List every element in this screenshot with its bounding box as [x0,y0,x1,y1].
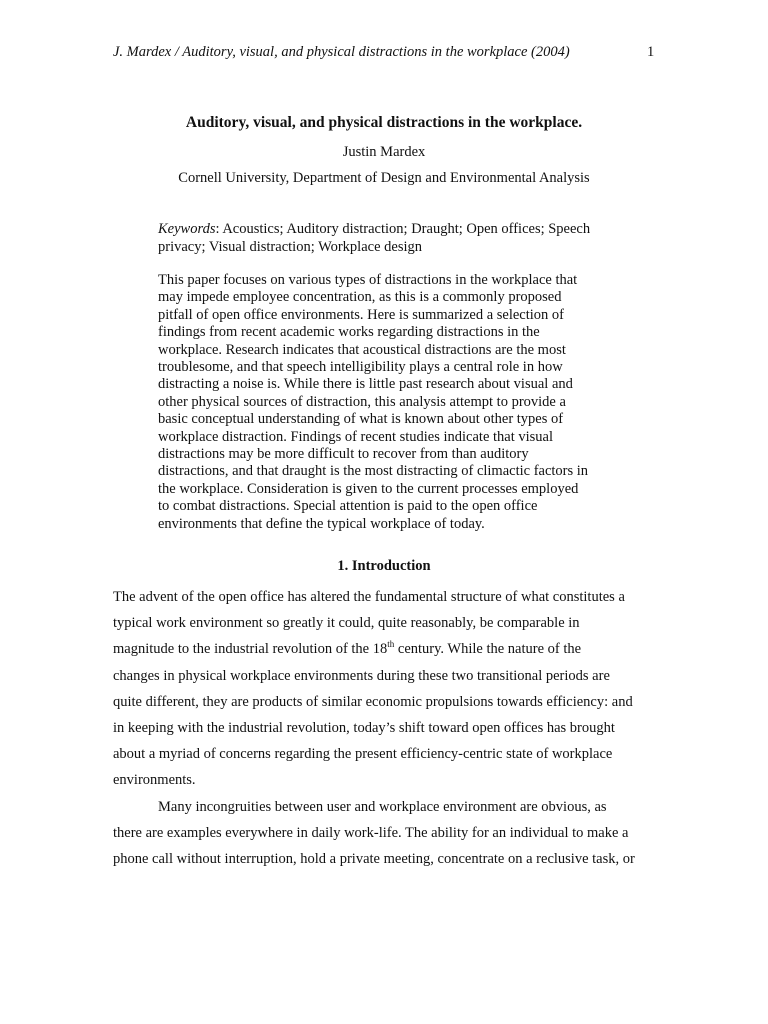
abstract-line: This paper focuses on various types of distractions in the workplace that [158,272,578,288]
abstract-line: the workplace. Consideration is given to the current processes employed [158,480,579,497]
author-affiliation: Cornell University, Department of Design and Environmental Analysis [178,170,590,186]
author-name: Justin Mardex [342,144,426,160]
body-line: there are examples everywhere in daily work-life. The ability for an individual to make a [113,824,629,841]
body-line-text: century. While the nature of the [394,641,582,658]
abstract-line: findings from recent academic works regarding distractions in the [158,324,540,341]
keywords-paragraph [158,221,618,256]
abstract-line: distractions, and that draught is the most distracting of climactic factors in [158,463,589,480]
body-line-text: magnitude to the industrial revolution of the 18 [113,641,388,658]
abstract-line: troublesome, and that speech intelligibility plays a central role in how [158,359,563,376]
body-line: phone call without interruption, hold a private meeting, concentrate on a reclusive task, or [113,851,635,868]
abstract-line: pitfall of open office environments. Here is summarized a selection of [158,306,564,323]
abstract-line: other physical sources of distraction, this analysis attempt to provide a [158,393,566,410]
keywords-label: Keywords [158,221,216,237]
keywords-text: : Acoustics; Auditory distraction; Draught; Open offices; Speech privacy; Visual distraction; Workplace design [158,221,591,255]
abstract-line: distracting a noise is. While there is little past research about visual and [158,376,573,393]
paper-title: Auditory, visual, and physical distractions in the workplace. [185,114,583,131]
body-line: Many incongruities between user and workplace environment are obvious, as [158,798,607,815]
abstract-line: may impede employee concentration, as this is a commonly proposed [158,289,562,306]
page-number: 1 [647,44,655,60]
abstract-line: basic conceptual understanding of what is known about other types of [158,411,564,428]
section-heading-introduction: 1. Introduction [337,558,431,574]
body-line: quite different, they are products of similar economic propulsions towards efficiency: and [113,693,633,710]
body-line: The advent of the open office has altered the fundamental structure of what constitutes a [113,589,625,605]
introduction-body [113,584,658,872]
abstract-line: environments that define the typical workplace of today. [158,515,485,532]
body-line: changes in physical workplace environments during these two transitional periods are [113,667,610,684]
body-line [113,636,658,662]
body-line: environments. [113,772,196,789]
abstract-line: to combat distractions. Special attention is paid to the open office [158,498,538,515]
body-line: typical work environment so greatly it could, quite reasonably, be comparable in [113,615,580,632]
abstract-line: distractions may be more difficult to recover from than auditory [158,446,529,463]
body-line: in keeping with the industrial revolution, today’s shift toward open offices has brought [113,720,615,737]
body-line: about a myriad of concerns regarding the present efficiency-centric state of workplace [113,746,613,763]
abstract-line: workplace distraction. Findings of recent studies indicate that visual [158,428,554,445]
ordinal-superscript: th [387,639,395,650]
abstract-line: workplace. Research indicates that acoustical distractions are the most [158,341,566,358]
abstract [158,272,613,533]
running-head: J. Mardex / Auditory, visual, and physical distractions in the workplace (2004) [113,44,570,60]
